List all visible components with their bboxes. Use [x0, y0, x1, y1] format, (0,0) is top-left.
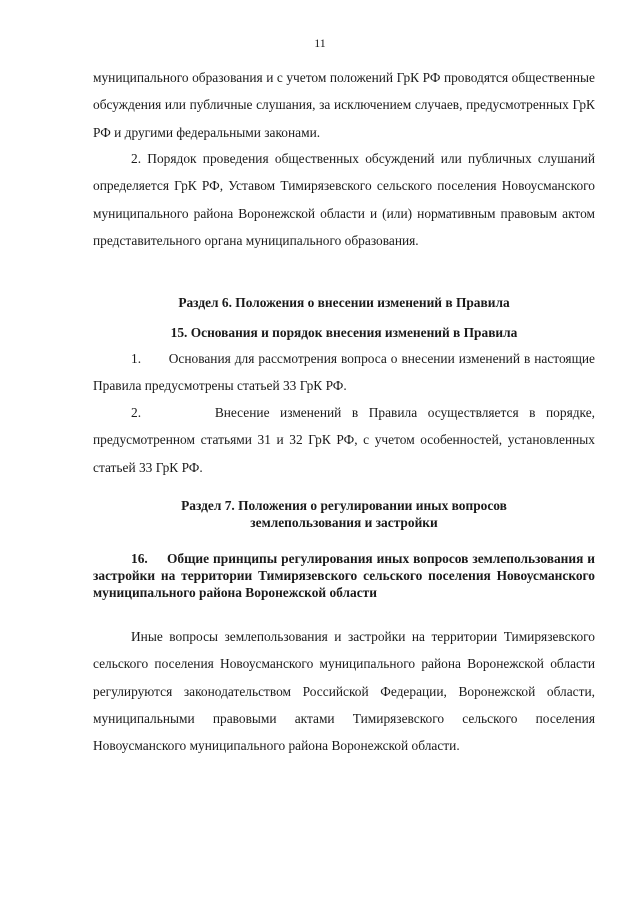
article-15-item-1	[93, 345, 595, 400]
item-number: 2.	[131, 405, 142, 420]
paragraph-text: 2. Порядок проведения общественных обсуждений или публичных слушаний определяется ГрК РФ, Уставом Тимирязевского сельского поселения Новоусманского муниципального района Воронежской области и (или) нормативным правовым актом представительного органа муниципального образования.	[93, 151, 595, 248]
item-text: Внесение изменений в Правила осуществляется в порядке, предусмотренном статьями 31 и 32 ГрК РФ, с учетом особенностей, установленных статьей 33 ГрК РФ.	[93, 405, 596, 475]
section-7-title	[93, 497, 595, 531]
article-16-title	[93, 550, 595, 601]
article-number: 16.	[131, 551, 148, 566]
list-item	[93, 345, 595, 400]
paragraph-text: Иные вопросы землепользования и застройки на территории Тимирязевского сельского поселения Новоусманского муниципального района Воронежской области регулируются законодательством Российской Федерации, Воронежской области, муниципальными правовыми актами Тимирязевского сельского поселения Новоусманского муниципального района Воронежской области.	[93, 629, 595, 754]
article-16-title-text: Общие принципы регулирования иных вопросов землепользования и застройки на территории Тимирязевского сельского поселения Новоусманского муниципального района Воронежской области	[93, 551, 595, 600]
page-number: 11	[314, 36, 326, 50]
paragraph-2	[93, 145, 595, 254]
paragraph-text: муниципального образования и с учетом положений ГрК РФ проводятся общественные обсуждения или публичные слушания, за исключением случаев, предусмотренных ГрК РФ и другими федеральными законами.	[93, 70, 595, 140]
section-6-title: Раздел 6. Положения о внесении изменений в Правила	[178, 295, 510, 310]
section-7-title-line-2: землепользования и застройки	[250, 515, 438, 530]
item-number: 1.	[131, 351, 142, 366]
item-text: Основания для рассмотрения вопроса о внесении изменений в настоящие Правила предусмотрены статьей 33 ГрК РФ.	[93, 351, 595, 394]
article-15-title: 15. Основания и порядок внесения изменений в Правила	[170, 325, 518, 340]
section-7-title-line-1: Раздел 7. Положения о регулировании иных вопросов	[181, 498, 507, 513]
article-15-item-2	[93, 399, 595, 481]
list-item	[93, 399, 595, 481]
article-16-body	[93, 623, 595, 759]
paragraph-continuation	[93, 64, 595, 146]
